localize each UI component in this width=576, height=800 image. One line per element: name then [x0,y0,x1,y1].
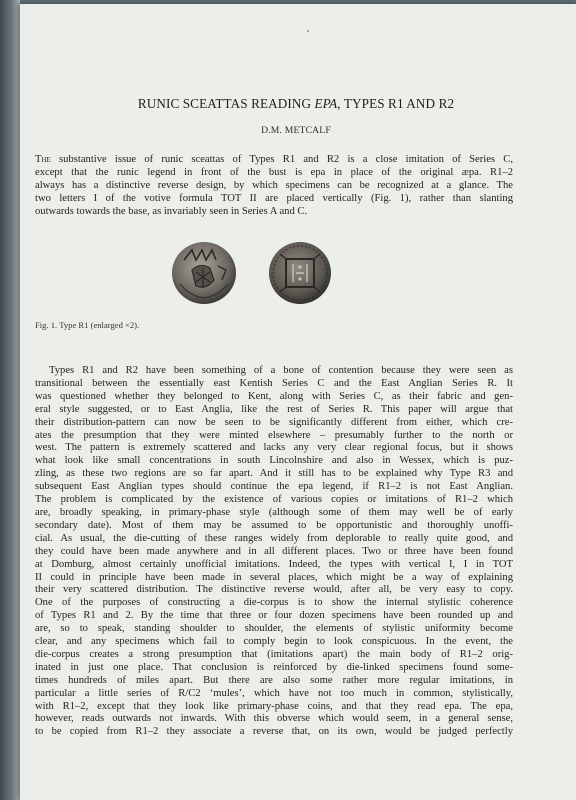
title-italic: EPA [314,96,338,111]
body-line: however, reads outwards not inwards. With this obverse which would seem, in a general sense, [35,713,513,725]
intro-line: two letters I of the votive formula TOT II are placed vertically (Fig. 1), rather than slanting [35,192,513,204]
book-spine-shadow [0,0,20,800]
body-line: west. The pattern is extremely scattered and lacks any very clear regional focus, but it shows [35,442,513,454]
body-line: II could in principle have been made in several places, which might be a way of explaining [35,571,513,583]
body-line: at Domburg, almost certainly unofficial imitations. Indeed, the types with vertical I, I in TOT [35,558,513,570]
intro-paragraph [35,154,513,219]
body-line: One of the purposes of constructing a die-corpus is to show the internal stylistic coherence [35,597,513,609]
body-line: inated in just one place. That conclusion is reinforced by die-linked specimens found some- [35,661,513,673]
intro-line: outwards towards the base, as invariably seen in Series A and C. [35,205,308,217]
body-line: times hundreds of miles apart. But there are also some rather more regular imitations, in [35,674,513,686]
body-line: The problem is complicated by the existence of various copies or imitations of R1–2 which [35,494,513,506]
intro-line: always has a distinctive reverse design, by which specimens can be recognized at a glance. The [35,179,513,191]
body-line: Types R1 and R2 have been something of a bone of contention because they were seen as [49,365,513,376]
title-suffix: , TYPES R1 AND R2 [337,96,455,111]
body-line: subsequent East Anglian types should continue the epa legend, if R1–2 is not East Anglian. [35,481,513,493]
body-line: clear, and any specimens which fail to comply begin to look conspicuous. In the event, the [35,636,513,648]
body-line: are, so to speak, standing shoulder to shoulder, the elements of stylistic uniformity become [35,623,513,635]
body-line: particular a little series of R/C2 ‘mules’, which have not too much in common, stylistically, [35,687,513,699]
article-author: D.M. METCALF [261,125,331,136]
body-line: their distribution-pattern can now be seen to be significantly different from either, which cre- [35,416,513,428]
body-line: secondary date). Most of them may be assumed to be opportunistic and thoroughly unoffi- [35,519,513,531]
body-line: cial. As usual, the die-cutting of these ranges widely from deplorable to really quite good, and [35,532,513,544]
body-line: was questioned whether they belonged to Kent, along with Series C, as their fabric and gen- [35,390,513,402]
body-line: ates the presumption that they were minted elsewhere – presumably further to the north or [35,429,513,441]
body-paragraph [35,365,513,739]
page-speck [307,30,309,32]
body-line: to be copied from R1–2 they associate a reverse that, on its own, would be judged perfectly [35,726,513,738]
intro-line: except that the runic legend in front of the bust is epa in place of the original æpa. R1–2 [35,166,513,178]
body-line: transitional between the essentially east Kentish Series C and the East Anglian Series R. It [35,377,513,389]
body-line: eral style suggested, or to East Anglia, like the rest of Series R. This paper will argue that [35,403,513,415]
body-line: die-corpus creates a strong presumption that (imitations apart) the main body of R1–2 orig- [35,648,513,660]
intro-line: The substantive issue of runic sceattas of Types R1 and R2 is a close imitation of Series C, [35,154,513,165]
book-page [20,4,576,800]
coin-reverse-image [266,240,334,306]
title-prefix: RUNIC SCEATTAS READING [137,96,315,111]
intro-first-word: The [35,154,51,165]
coin-obverse-image [170,240,238,306]
body-line: zling, as these two regions are so far apart. And it still has to be explained why Type R3 and [35,468,513,480]
body-line: with R1–2, except that they look like primary-phase coins, and that they read epa. The epa, [35,700,513,712]
body-line: what look like small concentrations in south Lincolnshire and also in Wessex, which is puz- [35,455,513,467]
body-line: their very scattered distribution. The distinctive reverse would, after all, be very easy to copy. [35,584,513,596]
body-line: are, broadly speaking, in primary-phase style (although some of them may well be of early [35,506,513,518]
body-line: they could have been made anywhere and in all different places. Two or three have been found [35,545,513,557]
article-title [86,96,506,112]
body-line: of Types R1 and 2. By the time that three or four dozen specimens have been rounded up and [35,610,513,622]
figure-caption: Fig. 1. Type R1 (enlarged ×2). [35,320,140,330]
